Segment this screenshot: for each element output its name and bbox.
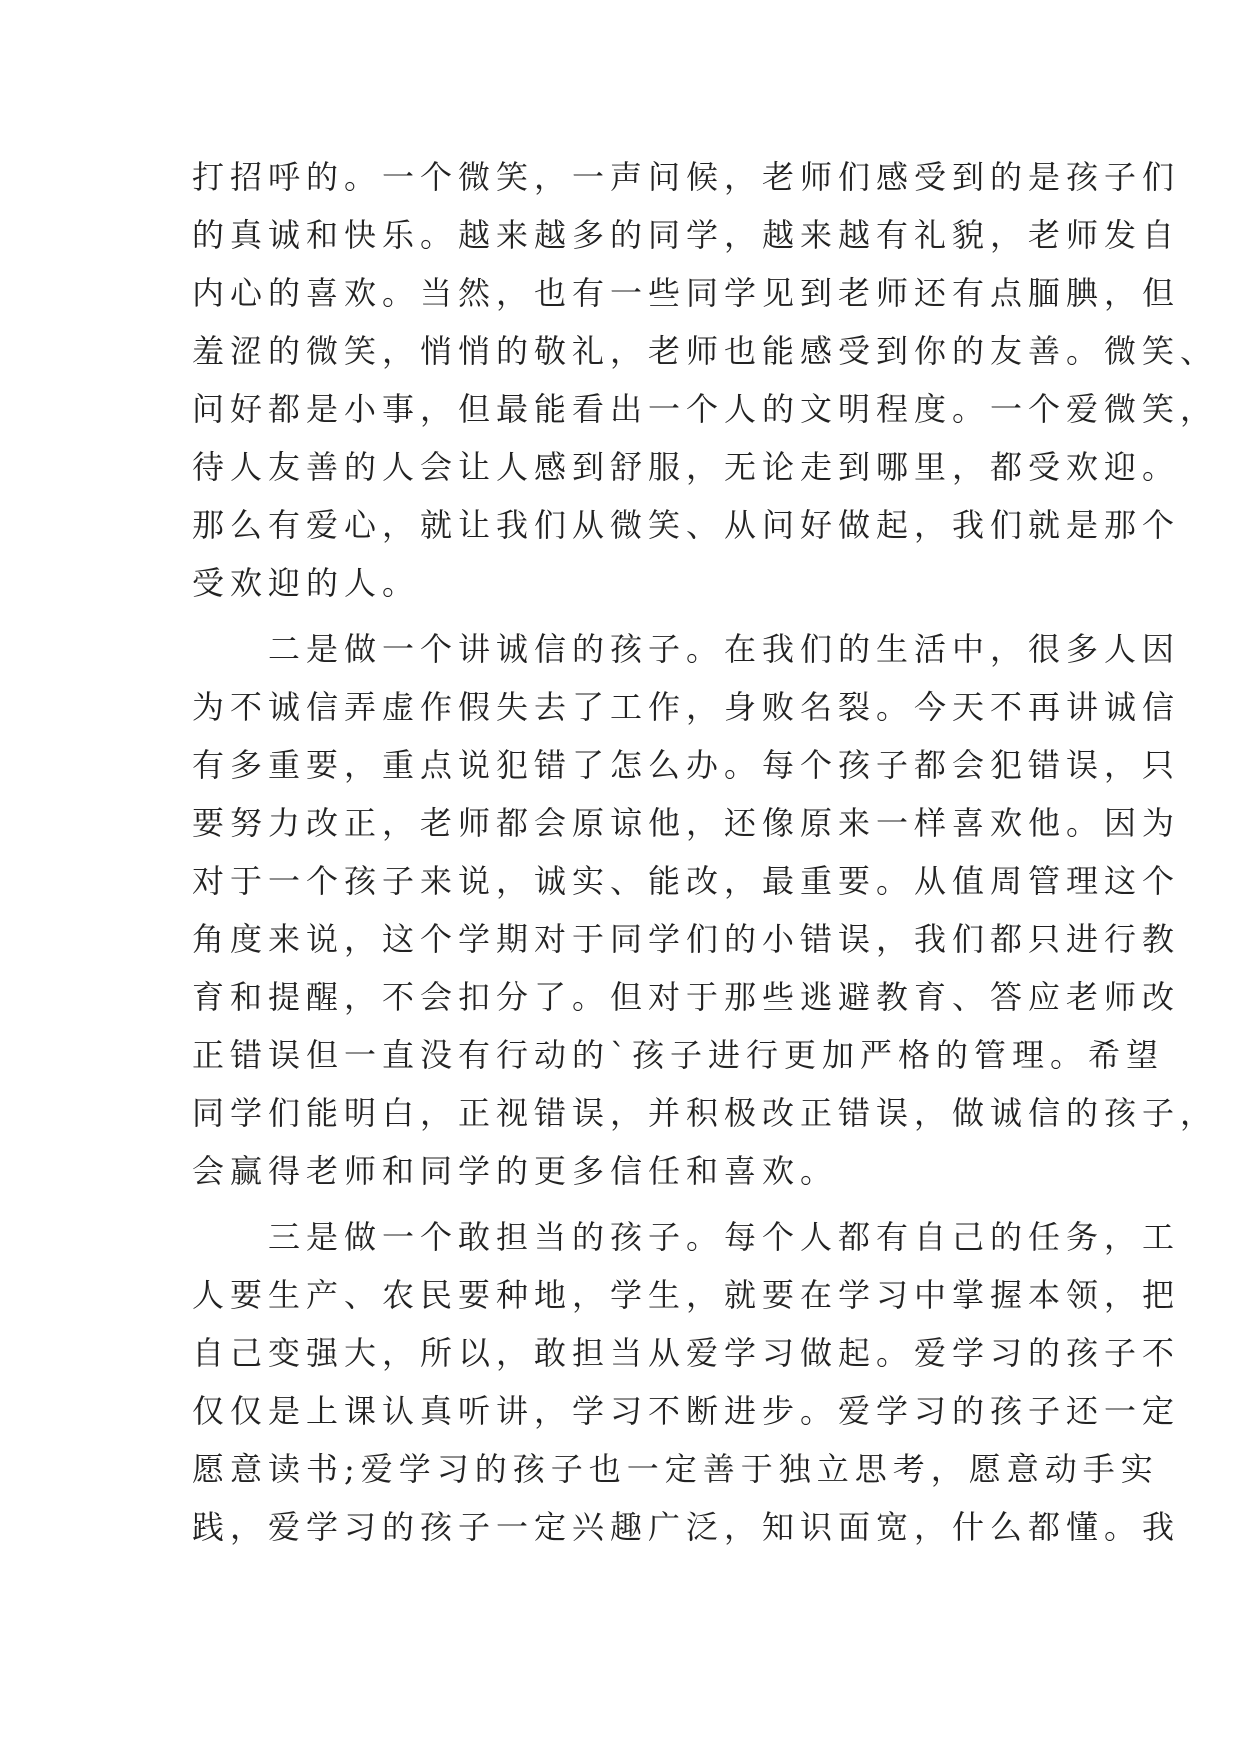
text-line: 践，爱学习的孩子一定兴趣广泛，知识面宽，什么都懂。我	[192, 1508, 1181, 1546]
text-line: 羞涩的微笑，悄悄的敬礼，老师也能感受到你的友善。微笑、	[192, 332, 1219, 370]
text-line: 那么有爱心，就让我们从微笑、从问好做起，我们就是那个	[192, 506, 1181, 544]
paragraph-2	[192, 620, 1219, 1200]
text-line: 三是做一个敢担当的孩子。每个人都有自己的任务，工	[192, 1218, 1181, 1256]
text-line: 正错误但一直没有行动的`孩子进行更加严格的管理。希望	[192, 1036, 1165, 1074]
text-line: 自己变强大，所以，敢担当从爱学习做起。爱学习的孩子不	[192, 1334, 1181, 1372]
text-line: 会赢得老师和同学的更多信任和喜欢。	[192, 1152, 839, 1190]
text-line: 问好都是小事，但最能看出一个人的文明程度。一个爱微笑，	[192, 390, 1219, 428]
text-line: 要努力改正，老师都会原谅他，还像原来一样喜欢他。因为	[192, 804, 1181, 842]
text-line: 的真诚和快乐。越来越多的同学，越来越有礼貌，老师发自	[192, 216, 1181, 254]
text-line: 内心的喜欢。当然，也有一些同学见到老师还有点腼腆，但	[192, 274, 1181, 312]
document-body	[192, 148, 1219, 1556]
text-line: 二是做一个讲诚信的孩子。在我们的生活中，很多人因	[192, 630, 1181, 668]
text-line: 为不诚信弄虚作假失去了工作，身败名裂。今天不再讲诚信	[192, 688, 1181, 726]
text-line: 待人友善的人会让人感到舒服，无论走到哪里，都受欢迎。	[192, 448, 1181, 486]
text-line: 打招呼的。一个微笑，一声问候，老师们感受到的是孩子们	[192, 158, 1181, 196]
paragraph-1	[192, 148, 1219, 612]
text-line: 角度来说，这个学期对于同学们的小错误，我们都只进行教	[192, 920, 1181, 958]
paragraph-gap	[192, 612, 1072, 620]
text-line: 有多重要，重点说犯错了怎么办。每个孩子都会犯错误，只	[192, 746, 1181, 784]
text-line: 人要生产、农民要种地，学生，就要在学习中掌握本领，把	[192, 1276, 1181, 1314]
text-line: 同学们能明白，正视错误，并积极改正错误，做诚信的孩子，	[192, 1094, 1219, 1132]
text-line: 育和提醒，不会扣分了。但对于那些逃避教育、答应老师改	[192, 978, 1181, 1016]
paragraph-3	[192, 1208, 1181, 1556]
text-line: 对于一个孩子来说，诚实、能改，最重要。从值周管理这个	[192, 862, 1181, 900]
text-line: 仅仅是上课认真听讲，学习不断进步。爱学习的孩子还一定	[192, 1392, 1181, 1430]
paragraph-gap	[192, 1200, 1072, 1208]
text-line: 受欢迎的人。	[192, 564, 421, 602]
text-line: 愿意读书;爱学习的孩子也一定善于独立思考，愿意动手实	[192, 1450, 1159, 1488]
